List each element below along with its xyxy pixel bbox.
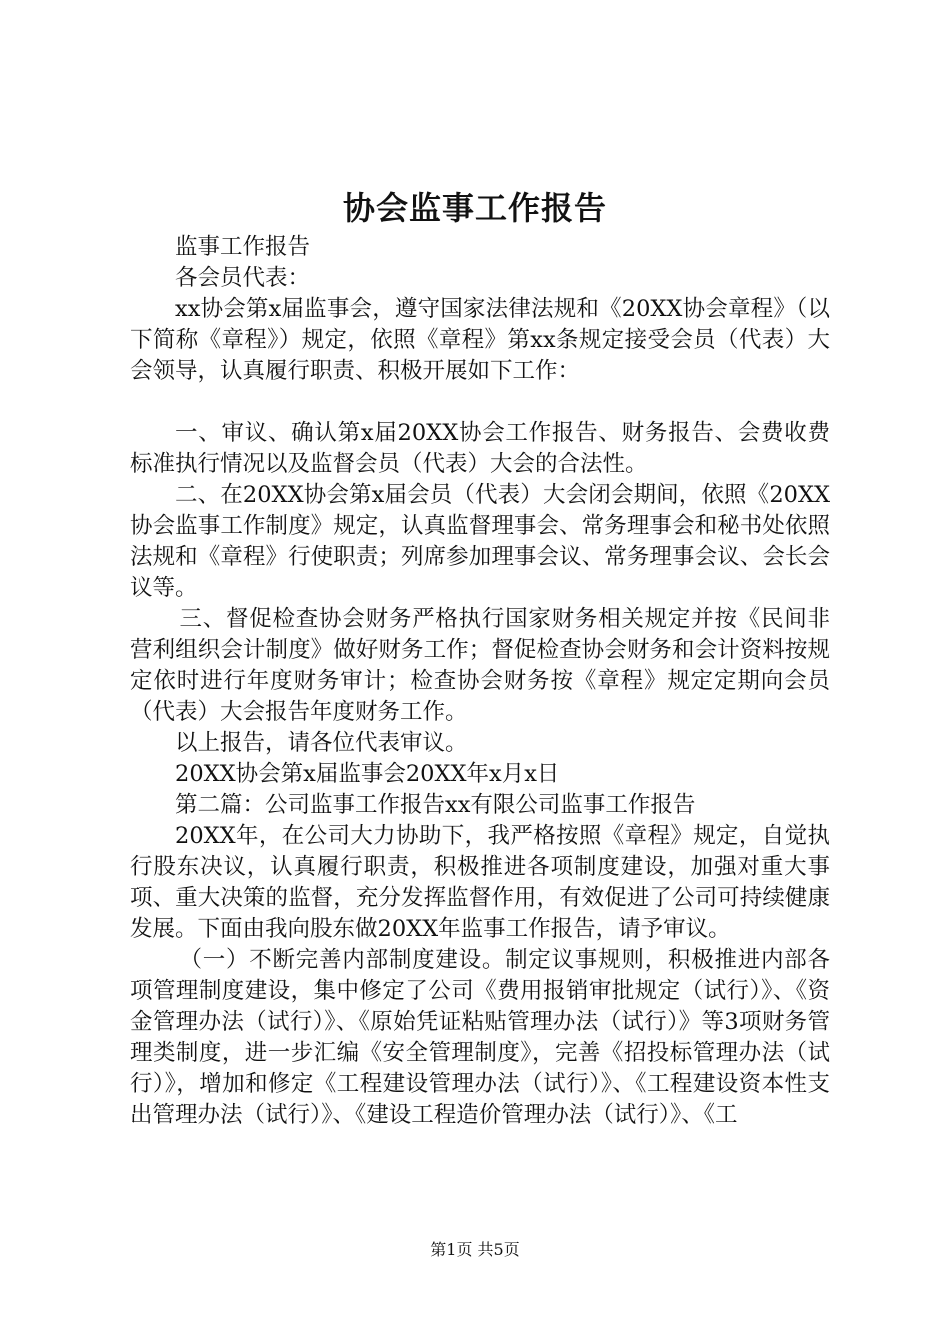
paragraph-signature: 20XX协会第x届监事会20XX年x月x日 — [175, 761, 560, 787]
document-body — [130, 232, 830, 1131]
document-title: 协会监事工作报告 — [342, 189, 607, 227]
paragraph-item-2: 二、在20XX协会第x届会员（代表）大会闭会期间，依照《20XX协会监事工作制度》规定，认真监督理事会、常务理事会和秘书处依照法规和《章程》行使职责；列席参加理事会议、常务理事会议、会长会议等。 — [130, 482, 830, 601]
paragraph-section-heading: 第二篇：公司监事工作报告xx有限公司监事工作报告 — [175, 792, 696, 818]
page-number-footer: 第1页 共5页 — [430, 1240, 520, 1259]
paragraph-company-item-1: （一）不断完善内部制度建设。制定议事规则，积极推进内部各项管理制度建设，集中修定了公司《费用报销审批规定（试行）》、《资金管理办法（试行）》、《原始凭证粘贴管理办法（试行）》等3项财务管理类制度，进一步汇编《安全管理制度》，完善《招投标管理办法（试行）》，增加和修定《工程建设管理办法（试行）》、《工程建设资本性支出管理办法（试行）》、《建设工程造价管理办法（试行）》、《工 — [130, 947, 830, 1128]
paragraph-salutation: 各会员代表： — [175, 265, 311, 291]
paragraph-item-1: 一、审议、确认第x届20XX协会工作报告、财务报告、会费收费标准执行情况以及监督会员（代表）大会的合法性。 — [130, 420, 830, 477]
paragraph-item-3: 三、督促检查协会财务严格执行国家财务相关规定并按《民间非营利组织会计制度》做好财务工作；督促检查协会财务和会计资料按规定依时进行年度财务审计；检查协会财务按《章程》规定定期向会员（代表）大会报告年度财务工作。 — [130, 606, 830, 725]
paragraph-company-intro: 20XX年，在公司大力协助下，我严格按照《章程》规定，自觉执行股东决议，认真履行职责，积极推进各项制度建设，加强对重大事项、重大决策的监督，充分发挥监督作用，有效促进了公司可持续健康发展。下面由我向股东做20XX年监事工作报告，请予审议。 — [130, 823, 830, 942]
paragraph-subtitle: 监事工作报告 — [175, 234, 311, 260]
paragraph-closing: 以上报告，请各位代表审议。 — [175, 730, 468, 756]
paragraph-intro: xx协会第x届监事会，遵守国家法律法规和《20XX协会章程》（以下简称《章程》）规定，依照《章程》第xx条规定接受会员（代表）大会领导，认真履行职责、积极开展如下工作： — [130, 296, 830, 384]
